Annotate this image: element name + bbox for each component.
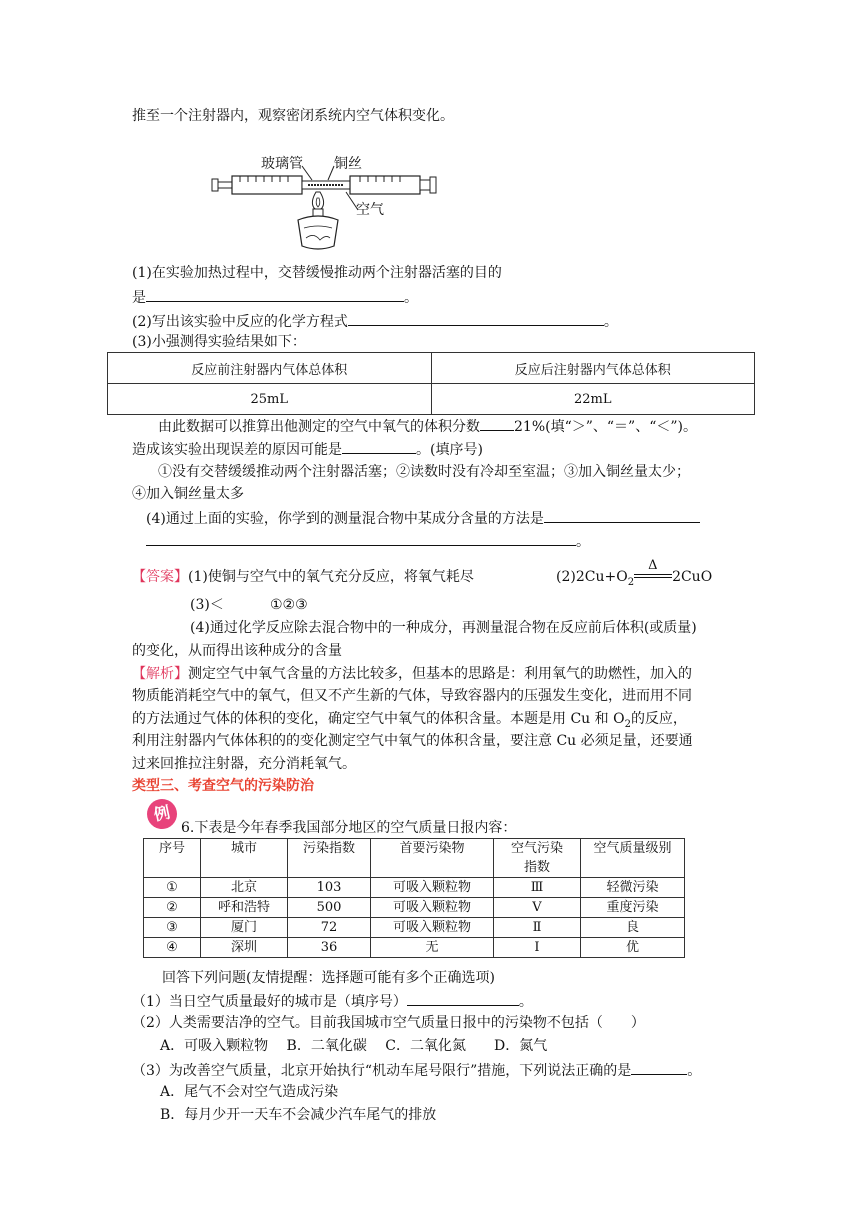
answer-3-choices: ①②③ bbox=[270, 597, 308, 613]
primary-pollutant: 可吸入颗粒物 bbox=[371, 878, 494, 898]
answer-3: (3)＜ bbox=[190, 597, 224, 613]
pollution-index: 72 bbox=[288, 918, 371, 938]
answer-4-line1: (4)通过化学反应除去混合物中的一种成分，再测量混合物在反应前后体积(或质量) bbox=[190, 620, 697, 636]
air-index-grade: Ⅴ bbox=[494, 898, 581, 918]
question-1-end: 。 bbox=[404, 290, 418, 306]
question-2 bbox=[132, 310, 618, 332]
analysis-line-1 bbox=[158, 415, 697, 437]
example-badge: 例 bbox=[144, 796, 180, 832]
result-value-after: 22mL bbox=[431, 384, 755, 415]
table-row bbox=[144, 898, 685, 918]
aqi-header-quality-level: 空气质量级别 bbox=[581, 839, 685, 878]
question-4-text: (4)通过上面的实验，你学到的测量混合物中某成分含量的方法是 bbox=[146, 511, 544, 527]
analysis-text-1: 测定空气中氧气含量的方法比较多，但基本的思路是：利用氧气的助燃性，加入的 bbox=[188, 666, 692, 682]
answer-tag: 【答案】 bbox=[132, 569, 188, 585]
analysis-line-e: 过来回推拉注射器，充分消耗氧气。 bbox=[132, 756, 356, 772]
sub-question-2-options: A．可吸入颗粒物 B．二氧化碳 C．二氧化氮 D．氮气 bbox=[160, 1038, 548, 1054]
equation-heat-sign bbox=[634, 558, 672, 582]
result-table bbox=[107, 352, 755, 415]
heat-condition: Δ bbox=[648, 558, 658, 573]
primary-pollutant: 可吸入颗粒物 bbox=[371, 918, 494, 938]
quality-level: 轻微污染 bbox=[581, 878, 685, 898]
aqi-table bbox=[143, 838, 685, 958]
equation-subscript: 2 bbox=[627, 576, 635, 588]
answer-line-1 bbox=[132, 567, 474, 587]
answer-blank-3[interactable] bbox=[480, 415, 514, 431]
sub-question-3-text: （3）为改善空气质量，北京开始执行“机动车尾号限行”措施，下列说法正确的是 bbox=[132, 1063, 632, 1079]
row-number: ② bbox=[144, 898, 201, 918]
pollution-index: 500 bbox=[288, 898, 371, 918]
prompt-line: 回答下列问题(友情提醒：选择题可能有多个正确选项) bbox=[162, 970, 495, 986]
result-header-after: 反应后注射器内气体总体积 bbox=[431, 353, 755, 384]
analysis-line-d: 利用注射器内气体体积的的变化测定空气中氧气的体积含量，要注意 Cu 必须足量，还要通 bbox=[132, 733, 693, 749]
analysis-line-2-b: 。(填序号) bbox=[416, 442, 483, 458]
aqi-header-city: 城市 bbox=[201, 839, 288, 878]
syringe-apparatus-illustration bbox=[210, 152, 445, 257]
result-header-before: 反应前注射器内气体总体积 bbox=[108, 353, 432, 384]
equation-right: 2CuO bbox=[672, 569, 713, 585]
section-heading: 类型三、考查空气的污染防治 bbox=[132, 778, 314, 794]
answer-blank-6[interactable] bbox=[407, 990, 519, 1006]
answer-blank-7[interactable] bbox=[631, 1059, 687, 1075]
sub-question-1 bbox=[132, 990, 533, 1012]
sub-question-2: （2）人类需要洁净的空气。目前我国城市空气质量日报中的污染物不包括（ ） bbox=[132, 1015, 645, 1031]
label-air: 空气 bbox=[356, 202, 384, 218]
analysis-text-3: 的方法通过气体的体积的变化，确定空气中氧气的体积含量。本题是用 Cu 和 O bbox=[132, 711, 625, 727]
analysis-subscript: 2 bbox=[624, 718, 631, 730]
aqi-header-air-index-line2: 指数 bbox=[523, 860, 550, 875]
table-row bbox=[144, 938, 685, 958]
analysis-line-a bbox=[132, 664, 692, 684]
pollution-index: 36 bbox=[288, 938, 371, 958]
answer-1: (1)使铜与空气中的氧气充分反应，将氧气耗尽 bbox=[188, 569, 474, 585]
sub-question-3 bbox=[132, 1059, 701, 1081]
air-index-grade: Ⅱ bbox=[494, 918, 581, 938]
answer-blank-5a[interactable] bbox=[544, 507, 700, 523]
answer-blank-1[interactable] bbox=[146, 286, 404, 302]
answer-equation bbox=[556, 558, 713, 593]
label-copper-wire: 铜丝 bbox=[334, 156, 362, 172]
question-3: (3)小强测得实验结果如下： bbox=[132, 334, 306, 350]
question-1-prefix: 是 bbox=[132, 290, 146, 306]
analysis-text-3-end: 的反应， bbox=[630, 711, 687, 727]
table-row bbox=[144, 918, 685, 938]
question-4-end: 。 bbox=[576, 534, 590, 550]
row-number: ④ bbox=[144, 938, 201, 958]
row-number: ③ bbox=[144, 918, 201, 938]
city-name: 厦门 bbox=[201, 918, 288, 938]
sub-question-1-text: （1）当日空气质量最好的城市是（填序号） bbox=[132, 994, 407, 1010]
result-value-before: 25mL bbox=[108, 384, 432, 415]
sub-question-3-end: 。 bbox=[687, 1063, 702, 1079]
intro-line: 推至一个注射器内，观察密闭系统内空气体积变化。 bbox=[132, 108, 454, 124]
city-name: 北京 bbox=[201, 878, 288, 898]
answer-blank-2[interactable] bbox=[348, 310, 604, 326]
question-1-line2 bbox=[132, 286, 418, 308]
quality-level: 良 bbox=[581, 918, 685, 938]
primary-pollutant: 无 bbox=[371, 938, 494, 958]
aqi-header-primary-pollutant: 首要污染物 bbox=[371, 839, 494, 878]
question-4-line2 bbox=[146, 530, 590, 552]
answer-4-line2: 的变化，从而得出该种成分的含量 bbox=[132, 643, 342, 659]
analysis-line-b: 物质能消耗空气中的氧气，但又不产生新的气体，导致容器内的压强发生变化，进而用不同 bbox=[132, 688, 692, 704]
air-index-grade: Ⅰ bbox=[494, 938, 581, 958]
label-glass-tube: 玻璃管 bbox=[261, 156, 303, 172]
options-line-1: ①没有交替缓缓推动两个注射器活塞；②读数时没有冷却至室温；③加入铜丝量太少； bbox=[158, 464, 690, 480]
city-name: 深圳 bbox=[201, 938, 288, 958]
quality-level: 重度污染 bbox=[581, 898, 685, 918]
question-1-line1: (1)在实验加热过程中，交替缓慢推动两个注射器活塞的目的 bbox=[132, 265, 502, 281]
analysis-line-1-a: 由此数据可以推算出他测定的空气中氧气的体积分数 bbox=[158, 419, 480, 435]
sub-question-3-option-b: B．每月少开一天车不会减少汽车尾气的排放 bbox=[160, 1107, 437, 1123]
row-number: ① bbox=[144, 878, 201, 898]
pollution-index: 103 bbox=[288, 878, 371, 898]
question-2-end: 。 bbox=[603, 314, 618, 330]
aqi-header-air-index-line1: 空气污染 bbox=[510, 841, 563, 856]
options-line-2: ④加入铜丝量太多 bbox=[132, 486, 244, 502]
aqi-header-air-index bbox=[494, 839, 581, 878]
question-4 bbox=[146, 507, 700, 529]
quality-level: 优 bbox=[581, 938, 685, 958]
equation-left: (2)2Cu+O bbox=[556, 569, 628, 585]
air-index-grade: Ⅲ bbox=[494, 878, 581, 898]
city-name: 呼和浩特 bbox=[201, 898, 288, 918]
analysis-line-1-b: 21%(填“＞”、“＝”、“＜”)。 bbox=[514, 419, 697, 435]
table-row bbox=[144, 878, 685, 898]
analysis-line-2 bbox=[132, 438, 483, 460]
sub-question-3-option-a: A．尾气不会对空气造成污染 bbox=[160, 1084, 339, 1100]
answer-blank-5b[interactable] bbox=[146, 530, 576, 546]
aqi-header-index: 序号 bbox=[144, 839, 201, 878]
aqi-header-pollution-index: 污染指数 bbox=[288, 839, 371, 878]
analysis-line-2-a: 造成该实验出现误差的原因可能是 bbox=[132, 442, 342, 458]
answer-blank-4[interactable] bbox=[342, 438, 416, 454]
example-title: 6.下表是今年春季我国部分地区的空气质量日报内容： bbox=[181, 820, 517, 836]
analysis-tag: 【解析】 bbox=[132, 666, 188, 682]
question-2-text: (2)写出该实验中反应的化学方程式 bbox=[132, 314, 348, 330]
primary-pollutant: 可吸入颗粒物 bbox=[371, 898, 494, 918]
sub-question-1-end: 。 bbox=[518, 994, 533, 1010]
apparatus-figure bbox=[210, 152, 445, 257]
